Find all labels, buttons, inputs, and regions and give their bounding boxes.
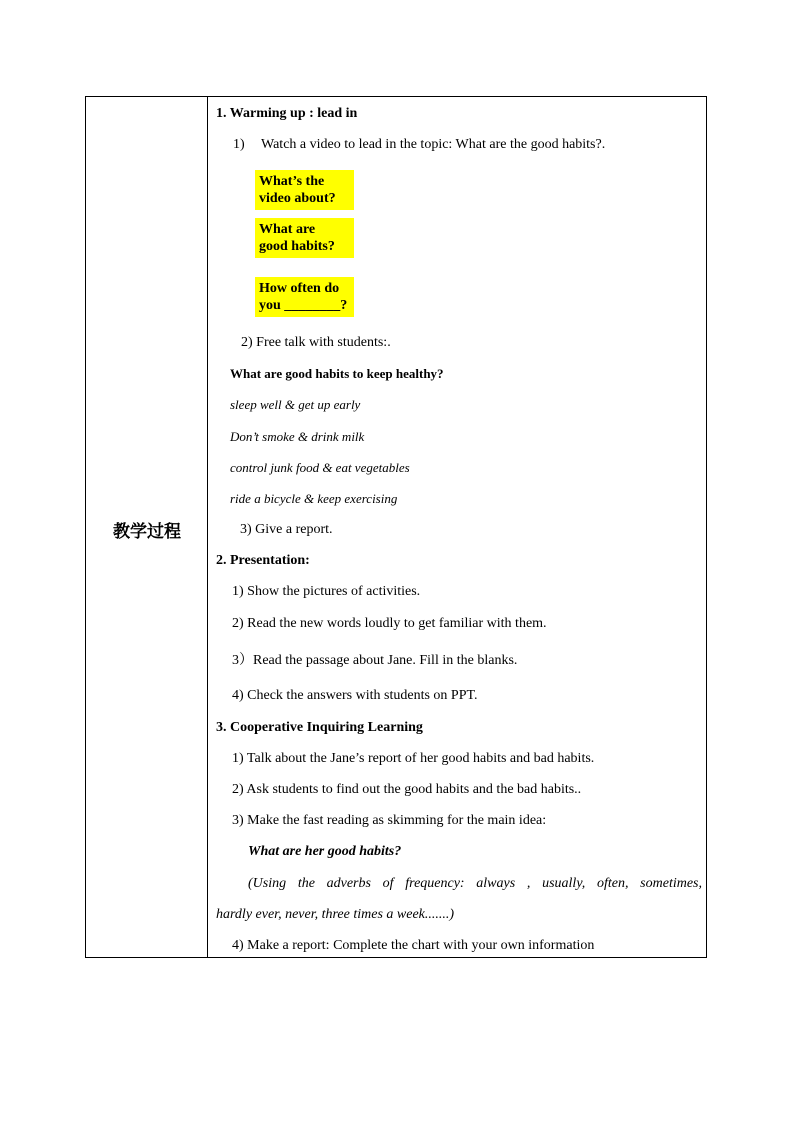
question-box-3-line2: you ________? (259, 298, 348, 313)
section2-step-3: 3）Read the passage about Jane. Fill in the blanks. (232, 653, 518, 668)
section3-step-3: 3) Make the fast reading as skimming for the main idea: (232, 813, 547, 828)
question-box-1-line2: video about? (259, 191, 336, 206)
example-1: sleep well & get up early (230, 397, 361, 412)
teaching-process-label: 教学过程 (113, 522, 181, 542)
section3-question: What are her good habits? (248, 844, 402, 859)
section1-step1-num: 1) (233, 137, 245, 152)
question-box-2-line1: What are (259, 222, 316, 237)
section2-step-1: 1) Show the pictures of activities. (232, 584, 421, 599)
section3-step-4: 4) Make a report: Complete the chart with your own information (232, 938, 595, 953)
question-box-3-line1: How often do (259, 281, 340, 296)
section1-step1-text: Watch a video to lead in the topic: What are the good habits?. (261, 137, 606, 152)
left-cell (86, 97, 208, 957)
content-cell (208, 97, 706, 957)
example-3: control junk food & eat vegetables (230, 460, 410, 475)
section1-question: What are good habits to keep healthy? (230, 366, 444, 381)
section2-step-4: 4) Check the answers with students on PPT. (232, 688, 478, 703)
question-box-3 (255, 277, 354, 317)
example-4: ride a bicycle & keep exercising (230, 491, 398, 506)
section3-note-line2: hardly ever, never, three times a week.......) (216, 907, 455, 922)
question-box-1-line1: What’s the (259, 174, 325, 189)
question-box-1 (255, 170, 354, 210)
section2-heading: 2. Presentation: (216, 553, 310, 568)
section2-step-2: 2) Read the new words loudly to get familiar with them. (232, 616, 547, 631)
section1-step2: 2) Free talk with students:. (241, 335, 391, 350)
lesson-table (85, 96, 707, 958)
section3-step-2: 2) Ask students to find out the good habits and the bad habits.. (232, 782, 582, 797)
section3-note-line1: (Using the adverbs of frequency: always , usually, often, sometimes, (248, 876, 702, 891)
example-2: Don’t smoke & drink milk (230, 429, 365, 444)
question-box-2 (255, 218, 354, 258)
section3-heading: 3. Cooperative Inquiring Learning (216, 720, 423, 735)
section3-step-1: 1) Talk about the Jane’s report of her good habits and bad habits. (232, 751, 595, 766)
question-box-2-line2: good habits? (259, 239, 335, 254)
section1-heading: 1. Warming up : lead in (216, 106, 358, 121)
section1-step3: 3) Give a report. (240, 522, 333, 537)
